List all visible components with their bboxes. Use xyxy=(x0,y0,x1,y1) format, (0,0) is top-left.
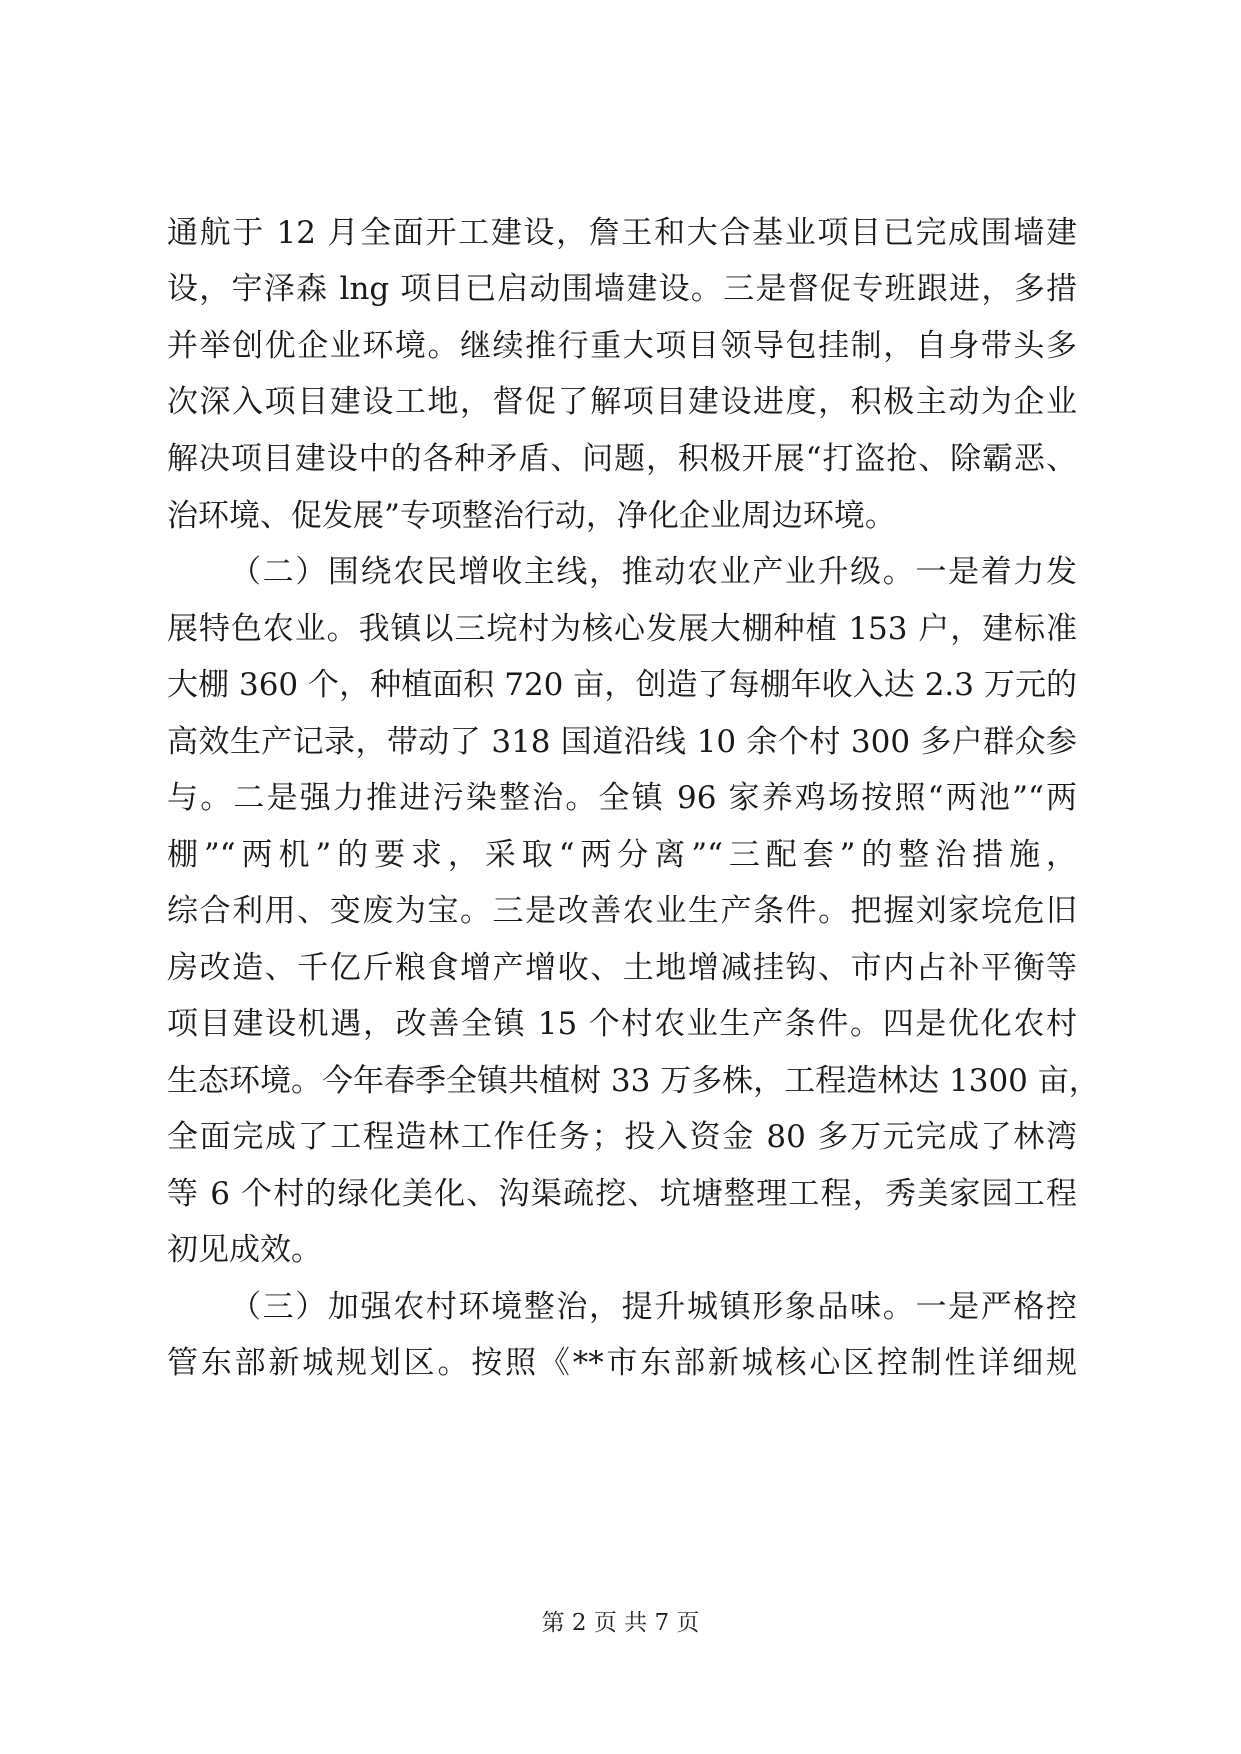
text-line: 通航于 12 月全面开工建设，詹王和大合基业项目已完成围墙建 xyxy=(167,215,1077,251)
text-line: 治环境、促发展”专项整治行动，净化企业周边环境。 xyxy=(167,498,896,534)
text-line: 等 6 个村的绿化美化、沟渠疏挖、坑塘整理工程，秀美家园工程 xyxy=(167,1176,1077,1212)
text-line: 项目建设机遇，改善全镇 15 个村农业生产条件。四是优化农村 xyxy=(167,1006,1077,1042)
text-line: 全面完成了工程造林工作任务；投入资金 80 多万元完成了林湾 xyxy=(167,1119,1077,1155)
text-line: 初见成效。 xyxy=(167,1232,322,1268)
text-line: 与。二是强力推进污染整治。全镇 96 家养鸡场按照“两池”“两 xyxy=(167,780,1077,816)
text-line: 高效生产记录，带动了 318 国道沿线 10 余个村 300 多户群众参 xyxy=(167,724,1077,760)
text-line: 生态环境。今年春季全镇共植树 33 万多株，工程造林达 1300 亩， xyxy=(167,1063,1100,1099)
text-line: 并举创优企业环境。继续推行重大项目领导包挂制，自身带头多 xyxy=(167,328,1077,364)
text-line: 棚”“两机”的要求，采取“两分离”“三配套”的整治措施， xyxy=(167,837,1077,873)
paragraph-heading-line: （二）围绕农民增收主线，推动农业产业升级。一是着力发 xyxy=(230,554,1077,590)
text-line: 次深入项目建设工地，督促了解项目建设进度，积极主动为企业 xyxy=(167,384,1077,420)
text-line: 综合利用、变废为宝。三是改善农业生产条件。把握刘家垸危旧 xyxy=(167,893,1077,929)
text-line: 管东部新城规划区。按照《**市东部新城核心区控制性详细规 xyxy=(167,1345,1077,1381)
page-number-footer: 第 2 页 共 7 页 xyxy=(541,1610,700,1636)
paragraph-heading-line: （三）加强农村环境整治，提升城镇形象品味。一是严格控 xyxy=(230,1289,1077,1325)
text-line: 房改造、千亿斤粮食增产增收、土地增减挂钩、市内占补平衡等 xyxy=(167,950,1077,986)
text-line: 解决项目建设中的各种矛盾、问题，积极开展“打盗抢、除霸恶、 xyxy=(167,441,1077,477)
text-line: 展特色农业。我镇以三垸村为核心发展大棚种植 153 户，建标准 xyxy=(167,611,1077,647)
text-line: 大棚 360 个，种植面积 720 亩，创造了每棚年收入达 2.3 万元的 xyxy=(167,667,1077,703)
text-line: 设，宇泽森 lng 项目已启动围墙建设。三是督促专班跟进，多措 xyxy=(167,271,1077,307)
